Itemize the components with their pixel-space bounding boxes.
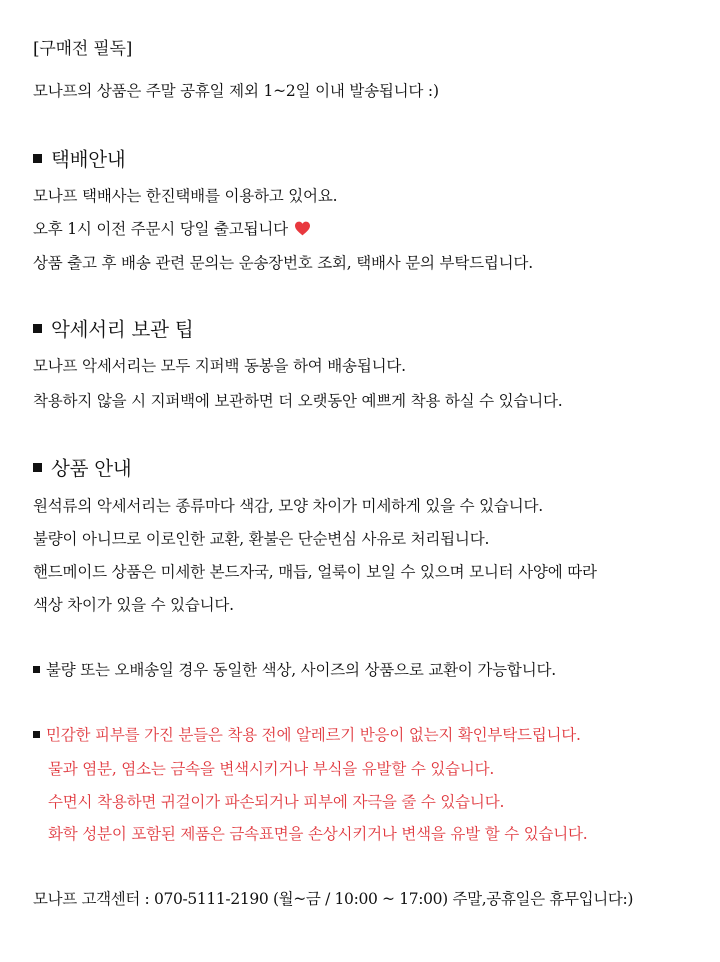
square-bullet-icon: [33, 731, 40, 738]
delivery-line-text: 오후 1시 이전 주문시 당일 출고됩니다: [33, 220, 288, 238]
delivery-heading: [33, 148, 126, 172]
storage-heading: [33, 318, 193, 342]
shipping-intro: 모나프의 상품은 주말 공휴일 제외 1~2일 이내 발송됩니다 :): [33, 82, 439, 100]
heart-icon: [294, 221, 311, 236]
warning-line: [33, 725, 581, 745]
warning-line-text: 민감한 피부를 가진 분들은 착용 전에 알레르기 반응이 없는지 확인부탁드립니다.: [46, 726, 581, 744]
product-heading: [33, 457, 132, 481]
square-bullet-icon: [33, 666, 40, 673]
page-title: [구매전 필독]: [33, 39, 133, 59]
warning-line: 수면시 착용하면 귀걸이가 파손되거나 피부에 자극을 줄 수 있습니다.: [48, 793, 505, 811]
storage-heading-text: 악세서리 보관 팁: [51, 318, 194, 341]
delivery-line: [33, 219, 311, 239]
storage-line: 착용하지 않을 시 지퍼백에 보관하면 더 오랫동안 예쁘게 착용 하실 수 있습니다.: [33, 392, 563, 410]
product-line: 핸드메이드 상품은 미세한 본드자국, 매듭, 얼룩이 보일 수 있으며 모니터 사양에 따라: [33, 563, 597, 581]
delivery-heading-text: 택배안내: [51, 148, 126, 171]
product-line: 원석류의 악세서리는 종류마다 색감, 모양 차이가 미세하게 있을 수 있습니다.: [33, 497, 543, 515]
warning-line: 화학 성분이 포함된 제품은 금속표면을 손상시키거나 변색을 유발 할 수 있습니다.: [48, 825, 588, 843]
delivery-line: 상품 출고 후 배송 관련 문의는 운송장번호 조회, 택배사 문의 부탁드립니다.: [33, 254, 533, 272]
product-line: 색상 차이가 있을 수 있습니다.: [33, 596, 234, 614]
exchange-note: [33, 660, 556, 680]
square-bullet-icon: [33, 154, 42, 163]
product-line: 불량이 아니므로 이로인한 교환, 환불은 단순변심 사유로 처리됩니다.: [33, 530, 490, 548]
delivery-line: 모나프 택배사는 한진택배를 이용하고 있어요.: [33, 187, 338, 205]
storage-line: 모나프 악세서리는 모두 지퍼백 동봉을 하여 배송됩니다.: [33, 357, 406, 375]
customer-center-info: 모나프 고객센터 : 070-5111-2190 (월~금 / 10:00 ~ 17:00) 주말,공휴일은 휴무입니다:): [33, 890, 634, 908]
exchange-note-text: 불량 또는 오배송일 경우 동일한 색상, 사이즈의 상품으로 교환이 가능합니다.: [46, 661, 556, 679]
warning-line: 물과 염분, 염소는 금속을 변색시키거나 부식을 유발할 수 있습니다.: [48, 760, 495, 778]
square-bullet-icon: [33, 324, 42, 333]
square-bullet-icon: [33, 463, 42, 472]
product-heading-text: 상품 안내: [51, 457, 132, 480]
